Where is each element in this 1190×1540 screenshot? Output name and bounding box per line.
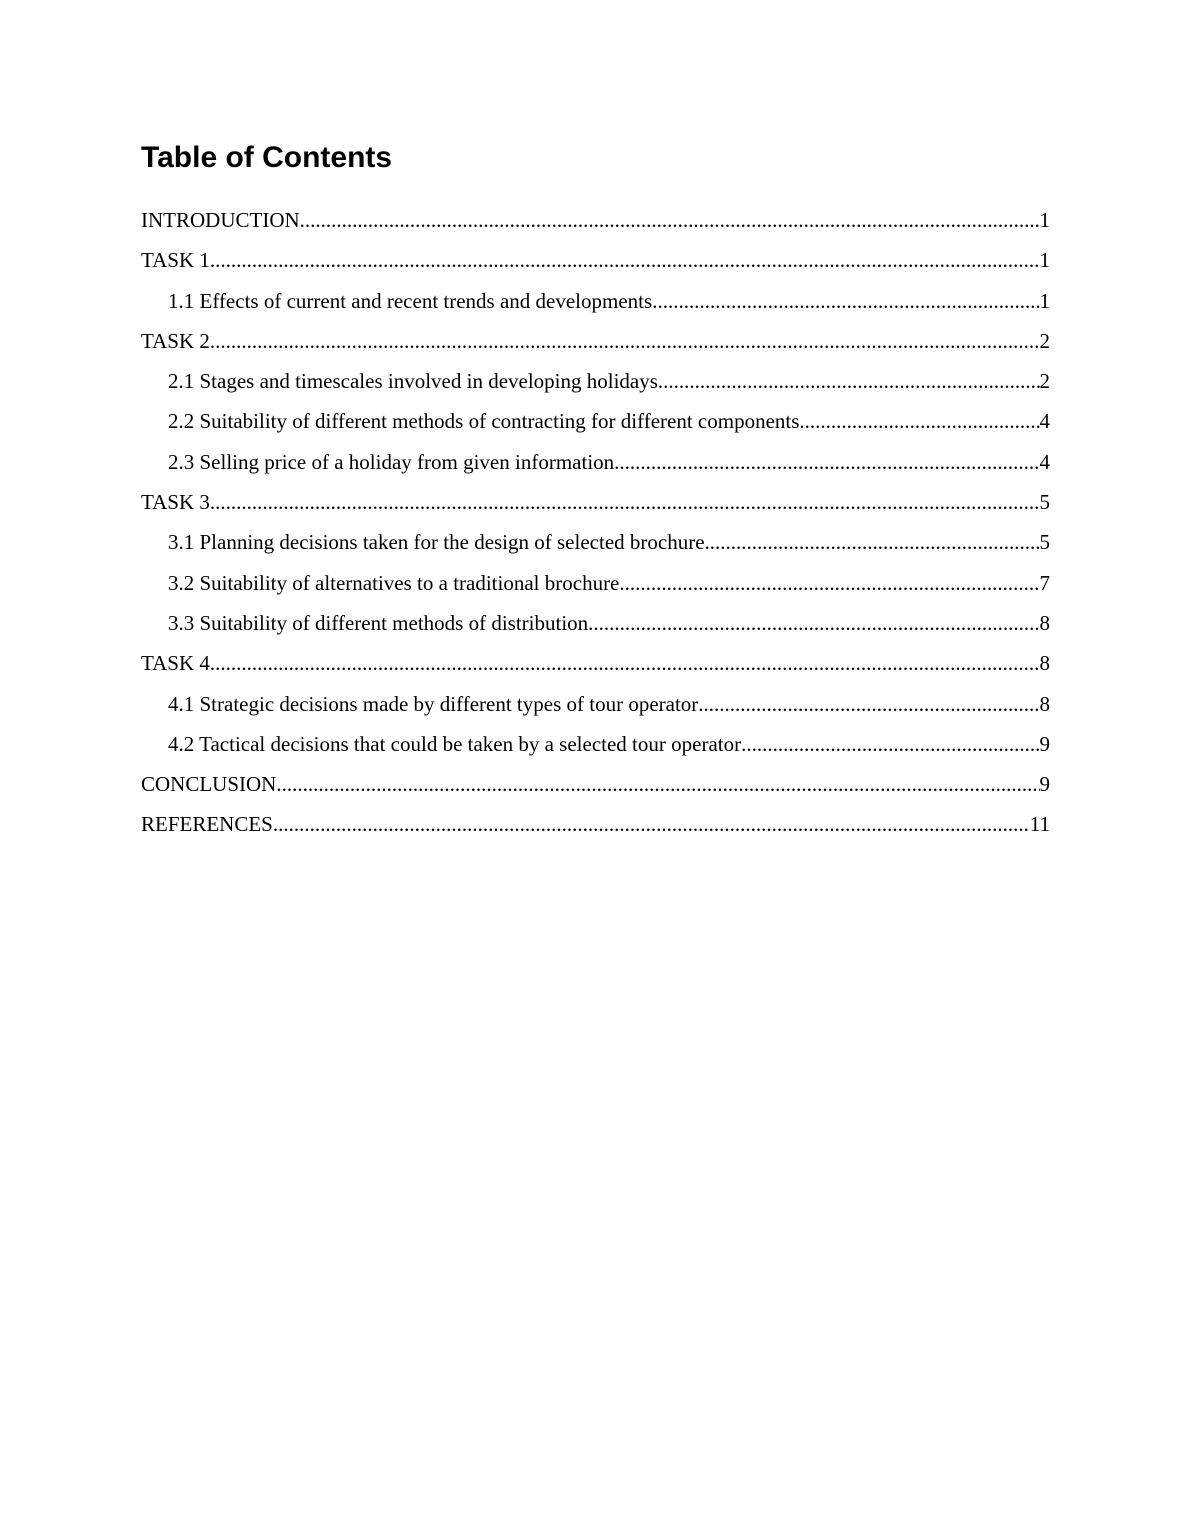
toc-dot-leader — [799, 404, 1039, 438]
toc-entry[interactable] — [141, 646, 1050, 686]
toc-dot-leader — [276, 767, 1039, 801]
toc-entry-label: 2.3 Selling price of a holiday from given information — [168, 449, 615, 474]
toc-dot-leader — [619, 566, 1039, 600]
toc-page-number: 5 — [1039, 490, 1050, 515]
toc-page-number: 9 — [1039, 731, 1050, 756]
toc-page-number: 4 — [1039, 449, 1050, 474]
toc-entry[interactable] — [141, 807, 1050, 847]
toc-entry[interactable] — [141, 525, 1050, 565]
toc-entry-label: 3.1 Planning decisions taken for the design of selected brochure — [168, 530, 705, 555]
toc-entry[interactable] — [141, 243, 1050, 283]
toc-entry-label: REFERENCES — [141, 812, 273, 837]
toc-entry-label: 2.2 Suitability of different methods of contracting for different components — [168, 409, 800, 434]
toc-entry-label: INTRODUCTION — [141, 208, 300, 232]
toc-page-number: 5 — [1039, 530, 1050, 555]
toc-dot-leader — [658, 364, 1040, 398]
toc-entry-label: 4.2 Tactical decisions that could be taken by a selected tour operator — [168, 731, 742, 756]
toc-entry[interactable] — [141, 767, 1050, 807]
toc-entry[interactable] — [141, 284, 1050, 324]
toc-entry-label: 3.3 Suitability of different methods of distribution — [168, 610, 589, 635]
toc-page-number: 8 — [1039, 691, 1050, 716]
toc-entry-label: 2.1 Stages and timescales involved in developing holidays — [168, 369, 658, 394]
toc-entry-label: 1.1 Effects of current and recent trends and developments — [168, 288, 653, 313]
toc-page-number: 1 — [1039, 248, 1050, 273]
toc-page-number: 1 — [1039, 208, 1050, 232]
toc-page-number: 2 — [1039, 369, 1050, 394]
toc-entry[interactable] — [141, 566, 1050, 606]
toc-entry[interactable] — [141, 364, 1050, 404]
toc-dot-leader — [588, 606, 1039, 640]
toc-page-number: 8 — [1039, 651, 1050, 676]
toc-dot-leader — [698, 687, 1039, 721]
toc-entry[interactable] — [141, 203, 1050, 243]
toc-dot-leader — [273, 807, 1030, 841]
toc-dot-leader — [705, 525, 1040, 559]
toc-page-number: 4 — [1039, 409, 1050, 434]
toc-page-number: 8 — [1039, 610, 1050, 635]
toc-entry[interactable] — [141, 606, 1050, 646]
toc-dot-leader — [210, 485, 1040, 519]
toc-entry-label: TASK 1 — [141, 248, 210, 273]
toc-dot-leader — [210, 243, 1040, 277]
toc-entry[interactable] — [141, 445, 1050, 485]
toc-entry[interactable] — [141, 687, 1050, 727]
toc-dot-leader — [210, 646, 1040, 680]
toc-dot-leader — [741, 727, 1039, 761]
toc-dot-leader — [652, 284, 1039, 318]
toc-entry-label: TASK 2 — [141, 328, 210, 353]
toc-dot-leader — [210, 324, 1040, 358]
toc-entry[interactable] — [141, 324, 1050, 364]
toc-entry-label: CONCLUSION — [141, 772, 277, 797]
toc-entry-label: 3.2 Suitability of alternatives to a traditional brochure — [168, 570, 620, 595]
table-of-contents — [141, 203, 1050, 848]
toc-entry[interactable] — [141, 485, 1050, 525]
page-title: Table of Contents — [141, 141, 393, 174]
toc-page-number: 7 — [1039, 570, 1050, 595]
toc-entry-label: TASK 4 — [141, 651, 210, 676]
toc-entry-label: 4.1 Strategic decisions made by different types of tour operator — [168, 691, 699, 716]
toc-entry[interactable] — [141, 404, 1050, 444]
toc-entry-label: TASK 3 — [141, 490, 210, 515]
toc-dot-leader — [300, 203, 1040, 237]
toc-page-number: 9 — [1039, 772, 1050, 797]
toc-dot-leader — [614, 445, 1039, 479]
toc-page-number: 11 — [1029, 812, 1050, 837]
toc-entry[interactable] — [141, 727, 1050, 767]
toc-page-number: 2 — [1039, 328, 1050, 353]
toc-page-number: 1 — [1039, 288, 1050, 313]
